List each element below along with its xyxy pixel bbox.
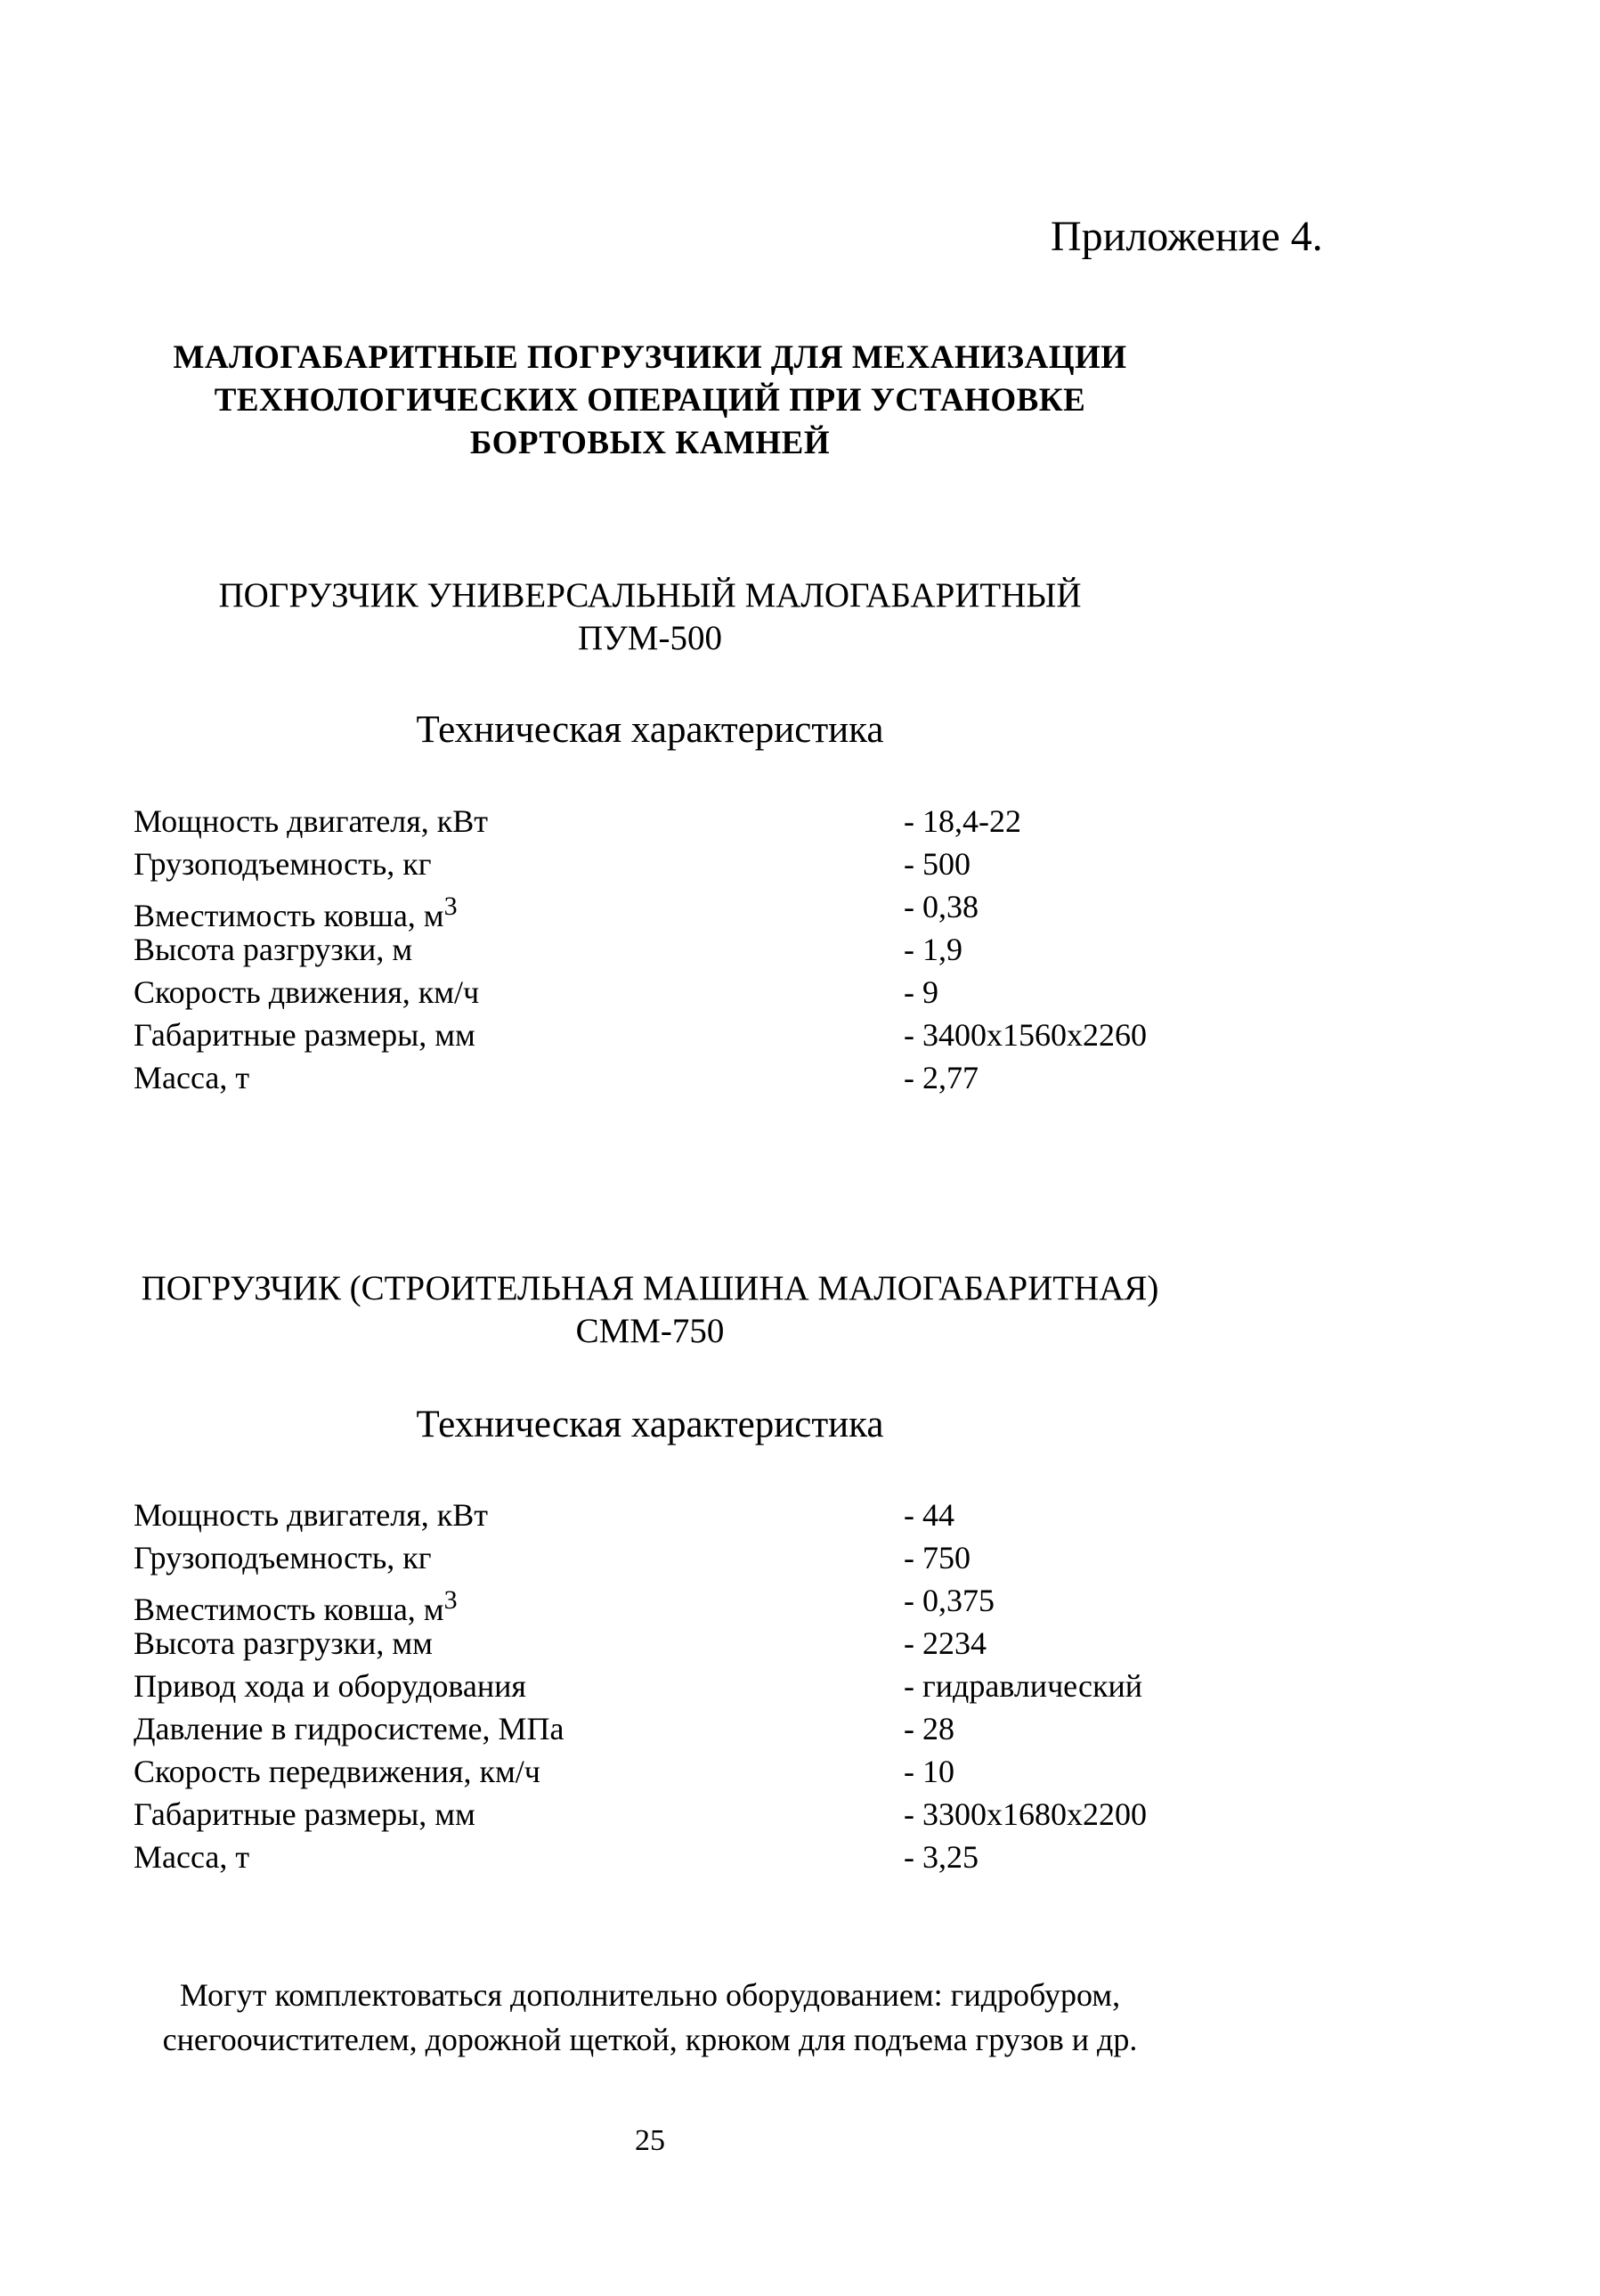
note-line: Могут комплектоваться дополнительно оборудованием: гидробуром,	[179, 1977, 1121, 2013]
spec-label: Скорость движения, км/ч	[134, 974, 480, 1010]
section-title-pum500	[89, 574, 1211, 660]
spec-label: Мощность двигателя, кВт	[134, 803, 488, 839]
spec-value: - 0,38	[904, 889, 979, 924]
spec-value: - 3400x1560x2260	[904, 1017, 1147, 1053]
spec-label: Привод хода и оборудования	[134, 1668, 526, 1704]
spec-label: Мощность двигателя, кВт	[134, 1497, 488, 1533]
section-model-name: СММ-750	[575, 1312, 725, 1350]
spec-label: Масса, т	[134, 1060, 250, 1095]
spec-value: - 18,4-22	[904, 803, 1021, 839]
spec-label: Грузоподъемность, кг	[134, 1540, 432, 1575]
spec-value: - гидравлический	[904, 1668, 1143, 1704]
spec-value: - 28	[904, 1711, 954, 1746]
spec-label: Габаритные размеры, мм	[134, 1017, 475, 1053]
section-subheading: Техническая характеристика	[416, 709, 884, 751]
main-title-line: ТЕХНОЛОГИЧЕСКИХ ОПЕРАЦИЙ ПРИ УСТАНОВКЕ	[214, 382, 1086, 419]
appendix-label: Приложение 4.	[1051, 213, 1323, 260]
spec-label: Габаритные размеры, мм	[134, 1796, 475, 1832]
spec-value: - 2234	[904, 1625, 987, 1661]
spec-value: - 3,25	[904, 1839, 979, 1875]
spec-label-text: Вместимость ковша, м	[134, 1592, 444, 1627]
spec-value: - 2,77	[904, 1060, 979, 1095]
spec-label: Скорость передвижения, км/ч	[134, 1754, 540, 1789]
section-model-name: ПУМ-500	[578, 619, 722, 657]
main-title-line: МАЛОГАБАРИТНЫЕ ПОГРУЗЧИКИ ДЛЯ МЕХАНИЗАЦИИ	[173, 339, 1127, 376]
spec-label-text: Вместимость ковша, м	[134, 898, 444, 933]
main-title-line: БОРТОВЫХ КАМНЕЙ	[469, 425, 831, 461]
spec-value: - 3300x1680x2200	[904, 1796, 1147, 1832]
spec-value: - 500	[904, 846, 971, 882]
equipment-note	[89, 1973, 1211, 2062]
page-number: 25	[635, 2124, 665, 2157]
section-title-smm750	[89, 1267, 1211, 1353]
spec-label: Давление в гидросистеме, МПа	[134, 1711, 564, 1746]
spec-label: Высота разгрузки, мм	[134, 1625, 433, 1661]
section-subheading: Техническая характеристика	[416, 1404, 884, 1445]
unit-superscript: 3	[443, 1585, 458, 1615]
note-line: снегоочистителем, дорожной щеткой, крюком для подъема грузов и др.	[162, 2022, 1138, 2057]
section-title-line: ПОГРУЗЧИК (СТРОИТЕЛЬНАЯ МАШИНА МАЛОГАБАРИТНАЯ)	[141, 1269, 1159, 1307]
main-title	[89, 337, 1211, 465]
spec-value: - 44	[904, 1497, 954, 1533]
unit-superscript: 3	[443, 892, 458, 921]
spec-label: Высота разгрузки, м	[134, 932, 413, 967]
spec-value: - 1,9	[904, 932, 962, 967]
spec-label: Грузоподъемность, кг	[134, 846, 432, 882]
spec-value: - 750	[904, 1540, 971, 1575]
section-title-line: ПОГРУЗЧИК УНИВЕРСАЛЬНЫЙ МАЛОГАБАРИТНЫЙ	[218, 576, 1082, 615]
spec-value: - 9	[904, 974, 938, 1010]
spec-value: - 0,375	[904, 1583, 995, 1618]
spec-label: Масса, т	[134, 1839, 250, 1875]
spec-value: - 10	[904, 1754, 954, 1789]
